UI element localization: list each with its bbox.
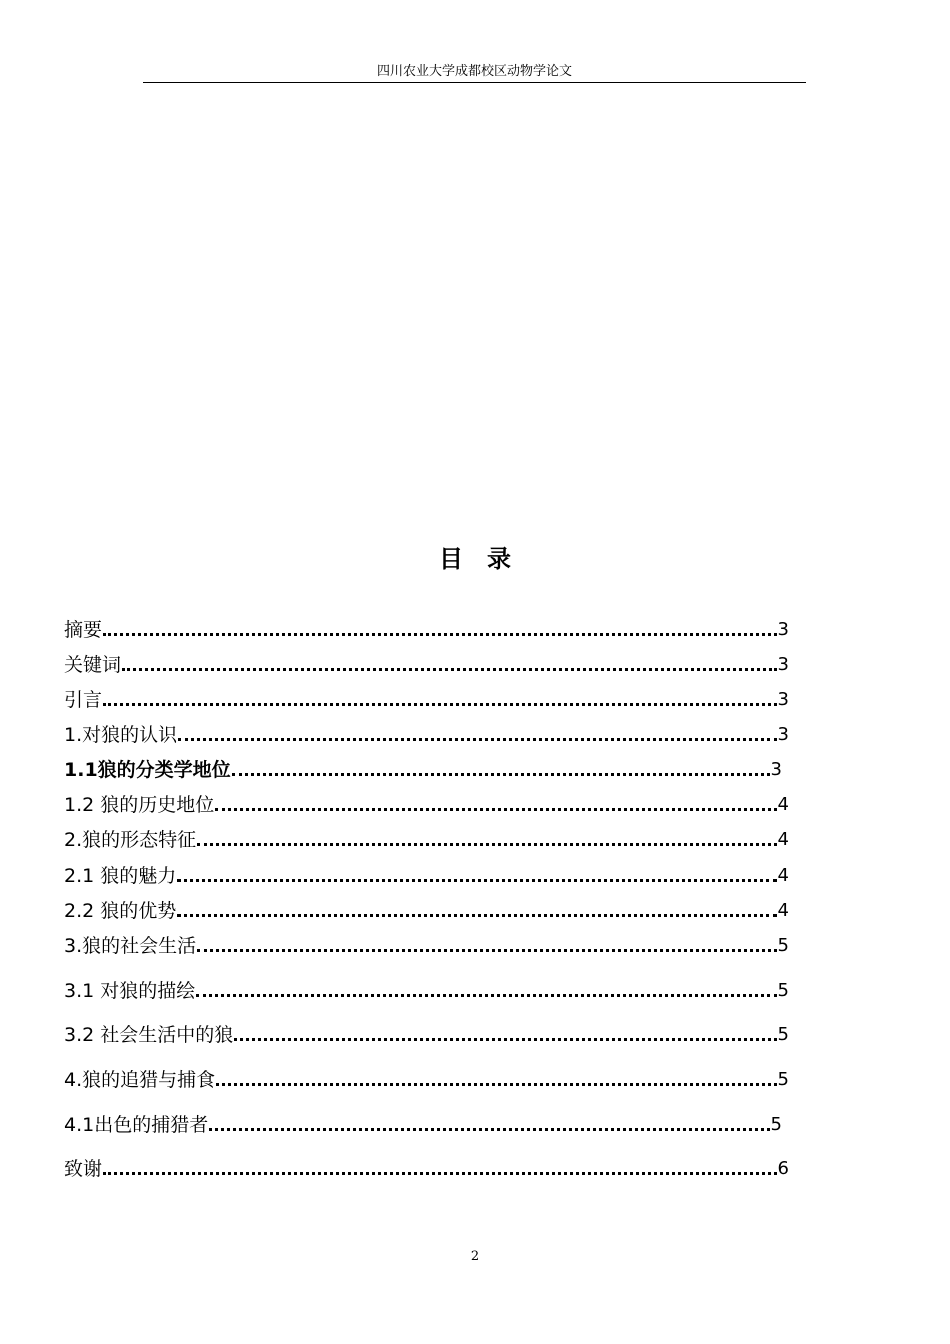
toc-entry-introduction[interactable] xyxy=(64,688,789,712)
toc-entry-section-1[interactable] xyxy=(64,723,789,747)
toc-entry-label: 引言 xyxy=(64,689,103,711)
toc-entry-section-1-2[interactable] xyxy=(64,793,789,817)
toc-entry-keywords[interactable] xyxy=(64,653,789,677)
toc-entry-acknowledgements[interactable] xyxy=(64,1157,789,1181)
toc-entry-label: 2.狼的形态特征 xyxy=(64,829,197,851)
toc-entry-label: 1.1狼的分类学地位 xyxy=(64,759,231,781)
toc-entry-page: 3 xyxy=(777,619,789,640)
toc-entry-label: 3.狼的社会生活 xyxy=(64,935,197,957)
toc-leader-dots xyxy=(103,703,777,706)
toc-entry-page: 3 xyxy=(777,724,789,745)
toc-entry-page: 3 xyxy=(770,759,782,780)
toc-entry-page: 5 xyxy=(777,935,789,956)
toc-entry-page: 4 xyxy=(777,900,789,921)
toc-entry-page: 4 xyxy=(777,829,789,850)
toc-leader-dots xyxy=(197,843,776,846)
toc-title xyxy=(0,543,950,575)
toc-entry-label: 4.1出色的捕猎者 xyxy=(64,1114,209,1136)
toc-leader-dots xyxy=(232,773,770,776)
toc-leader-dots xyxy=(216,1083,776,1086)
toc-entry-section-2-1[interactable] xyxy=(64,864,789,888)
toc-leader-dots xyxy=(234,1038,776,1041)
toc-entry-page: 3 xyxy=(777,689,789,710)
toc-entry-label: 2.1 狼的魅力 xyxy=(64,865,177,887)
toc-leader-dots xyxy=(103,1172,777,1175)
toc-leader-dots xyxy=(197,949,776,952)
toc-entry-page: 3 xyxy=(777,654,789,675)
toc-entry-label: 摘要 xyxy=(64,619,103,641)
toc-entry-label: 致谢 xyxy=(64,1158,103,1180)
toc-entry-page: 5 xyxy=(777,1069,789,1090)
toc-leader-dots xyxy=(103,633,777,636)
toc-entry-section-3-1[interactable] xyxy=(64,979,789,1003)
toc-leader-dots xyxy=(178,738,776,741)
header-rule xyxy=(143,82,806,83)
toc-entry-section-2-2[interactable] xyxy=(64,899,789,923)
toc-title-char: 录 xyxy=(487,545,511,573)
toc-entry-label: 关键词 xyxy=(64,654,122,676)
toc-entry-label: 3.1 对狼的描绘 xyxy=(64,980,196,1002)
page-header: 四川农业大学成都校区动物学论文 xyxy=(376,64,572,79)
toc-entry-section-4-1[interactable] xyxy=(64,1113,782,1137)
toc-entry-abstract[interactable] xyxy=(64,618,789,642)
toc-entry-label: 2.2 狼的优势 xyxy=(64,900,177,922)
toc-entry-label: 4.狼的追猎与捕食 xyxy=(64,1069,216,1091)
toc-entry-section-4[interactable] xyxy=(64,1068,789,1092)
page-number: 2 xyxy=(470,1249,480,1264)
toc-entry-label: 1.2 狼的历史地位 xyxy=(64,794,215,816)
toc-entry-page: 5 xyxy=(777,1024,789,1045)
toc-entry-label: 3.2 社会生活中的狼 xyxy=(64,1024,234,1046)
toc-leader-dots xyxy=(209,1128,769,1131)
toc-entry-section-3[interactable] xyxy=(64,934,789,958)
toc-entry-page: 4 xyxy=(777,865,789,886)
toc-title-char: 目 xyxy=(439,545,463,573)
toc-leader-dots xyxy=(177,879,776,882)
toc-entry-section-2[interactable] xyxy=(64,828,789,852)
toc-entry-page: 4 xyxy=(777,794,789,815)
toc-entry-label: 1.对狼的认识 xyxy=(64,724,178,746)
toc-leader-dots xyxy=(196,994,776,997)
toc-entry-section-1-1[interactable] xyxy=(64,758,782,782)
toc-entry-page: 6 xyxy=(777,1158,789,1179)
toc-leader-dots xyxy=(215,808,776,811)
toc-entry-section-3-2[interactable] xyxy=(64,1023,789,1047)
toc-leader-dots xyxy=(177,914,776,917)
toc-leader-dots xyxy=(122,668,777,671)
toc-entry-page: 5 xyxy=(777,980,789,1001)
toc-entry-page: 5 xyxy=(770,1114,782,1135)
